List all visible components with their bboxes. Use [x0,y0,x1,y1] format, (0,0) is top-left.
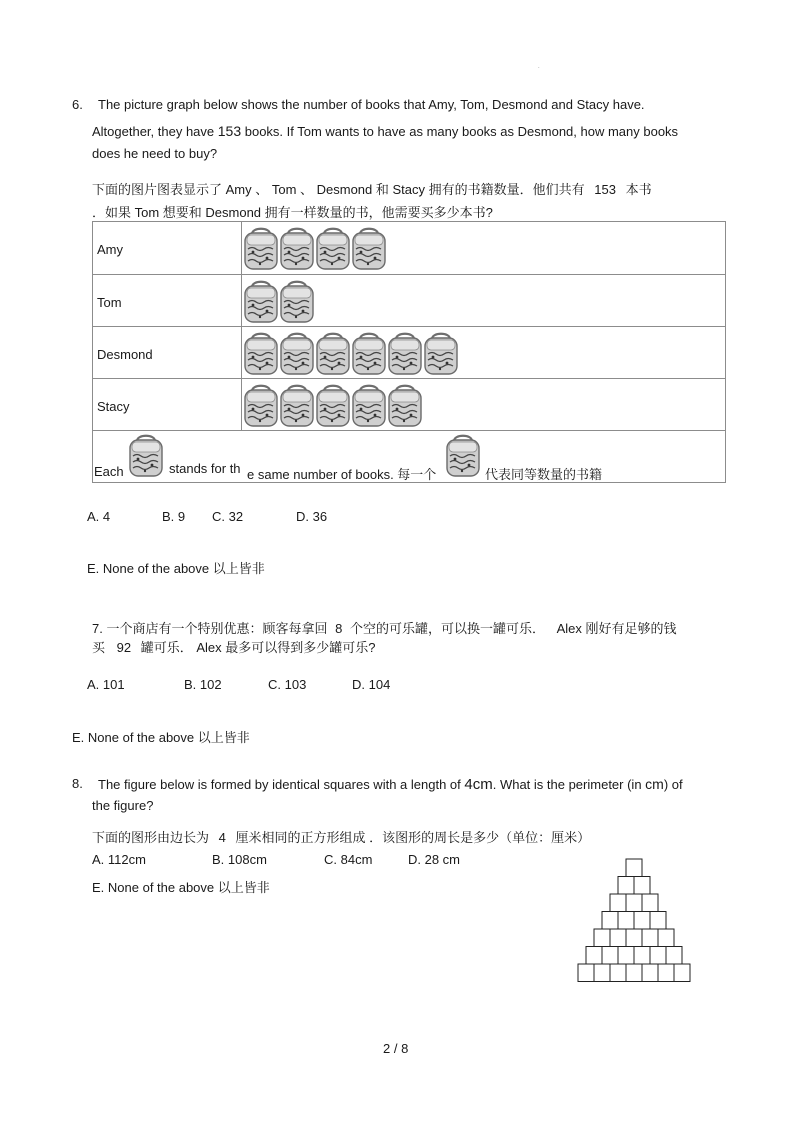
q6-zh-total: 153 [594,182,616,197]
staircase-square [618,912,634,930]
q6-line2 [92,123,678,139]
legend-rest: e same number of books. 每一个 [247,467,437,482]
q8-zh [92,827,590,846]
staircase-square [594,964,610,982]
q6-option-c[interactable]: C. 32 [212,509,244,524]
staircase-square [626,964,642,982]
q8-option-b[interactable]: B. 108cm [212,852,267,867]
book-bag-icon [279,382,315,428]
legend-each: Each [94,464,124,479]
book-bag-icon [387,330,423,376]
book-bag-icon [351,225,387,271]
q6-option-a[interactable]: A. 4 [87,509,111,524]
staircase-square [610,894,626,912]
staircase-square [650,912,666,930]
book-bag-icon [315,330,351,376]
q7-line1 [92,618,677,637]
graph-row-name: Amy [97,242,123,257]
staircase-square [626,859,642,877]
q7-line1a: 7. 一个商店有一个特别优惠：顾客每拿回 [92,621,328,636]
q8-option-a[interactable]: A. 112cm [92,852,146,867]
staircase-square [650,947,666,965]
book-bag-icon [315,225,351,271]
q8-line1c: ) of [663,777,683,792]
staircase-square [618,947,634,965]
q6-line3: does he need to buy? [92,146,218,161]
q6-number: 6. [72,97,83,112]
staircase-square [610,929,626,947]
picture-graph [92,221,726,483]
q8-option-e[interactable]: E. None of the above 以上皆非 [92,880,270,895]
q6-zh-line2: ．如果 Tom 想要和 Desmond 拥有一样数量的书，他需要买多少本书? [92,205,493,220]
q6-line2a: Altogether, they have [92,124,218,139]
q8-line2: the figure? [92,798,154,813]
staircase-square [634,877,650,895]
legend-zh: 代表同等数量的书籍 [485,467,603,482]
graph-divider [241,379,242,430]
q6-line2b: books. If Tom wants to have as many books as Desmond, how many books [241,124,679,139]
q8-unit: cm [645,776,664,792]
book-bag-icon [351,330,387,376]
staircase-square [626,894,642,912]
q7-option-c[interactable]: C. 103 [268,677,307,692]
graph-divider [241,222,242,274]
q7-option-d[interactable]: D. 104 [352,677,391,692]
staircase-square [618,877,634,895]
book-bag-icon [423,330,459,376]
graph-divider [241,327,242,378]
q7-line2 [92,637,375,656]
staircase-square [642,929,658,947]
q6-line1: The picture graph below shows the number of books that Amy, Tom, Desmond and Stacy have. [98,97,645,112]
q8-option-c[interactable]: C. 84cm [324,852,373,867]
q7-line2b: 罐可乐． Alex 最多可以得到多少罐可乐? [140,640,376,655]
staircase-square [602,912,618,930]
q6-zh-line1a: 下面的图片图表显示了 Amy 、 Tom 、 Desmond 和 Stacy 拥有的书籍数量．他们共有 [92,182,585,197]
q8-line1a: The figure below is formed by identical squares with a length of [98,777,465,792]
header-mark: . [538,64,540,70]
graph-legend [93,430,725,482]
book-bag-icon [243,225,279,271]
book-bag-icon [387,382,423,428]
staircase-square [658,964,674,982]
book-bag-icon [351,382,387,428]
legend-stands: stands for th [169,461,241,476]
graph-divider [241,275,242,326]
staircase-figure [576,857,700,983]
staircase-square [658,929,674,947]
q7-line1c: Alex 刚好有足够的钱 [556,621,677,636]
book-bag-icon [243,382,279,428]
q8-option-d[interactable]: D. 28 cm [408,852,461,867]
q8-zh-b: 厘米相同的正方形组成 ．该图形的周长是多少（单位：厘米） [235,830,591,845]
q6-option-d[interactable]: D. 36 [296,509,328,524]
book-bag-icon [279,278,315,324]
staircase-square [642,964,658,982]
book-bag-icon [279,225,315,271]
graph-row-stacy [93,379,725,431]
book-bag-icon [243,278,279,324]
legend-bag-icon [128,432,164,483]
book-bag-icon [315,382,351,428]
q8-line1b: . What is the perimeter (in [492,777,646,792]
staircase-square [610,964,626,982]
q7-option-b[interactable]: B. 102 [184,677,222,692]
q8-zh-num: 4 [218,830,226,845]
legend-bag-icon-2 [445,432,481,483]
q6-option-b[interactable]: B. 9 [162,509,186,524]
staircase-square [634,947,650,965]
q7-num92: 92 [116,640,132,655]
staircase-square [578,964,594,982]
q8-len: 4cm [464,776,493,793]
book-bag-icon [243,330,279,376]
page-number: 2 / 8 [383,1041,409,1056]
graph-row-name: Stacy [97,399,130,414]
staircase-square [674,964,690,982]
q8-number: 8. [72,776,83,791]
book-bag-icon [279,330,315,376]
q7-option-a[interactable]: A. 101 [87,677,125,692]
q7-num8: 8 [335,621,343,636]
graph-row-name: Tom [97,295,122,310]
q7-option-e[interactable]: E. None of the above 以上皆非 [72,730,250,745]
q8-line1 [98,776,683,793]
q6-zh-line1b: 本书 [625,182,652,197]
staircase-square [626,929,642,947]
staircase-square [634,912,650,930]
q6-zh-line1 [92,179,652,198]
graph-row-amy [93,222,725,275]
q8-zh-a: 下面的图形由边长为 [92,830,210,845]
graph-row-tom [93,275,725,327]
staircase-square [602,947,618,965]
graph-row-desmond [93,327,725,379]
staircase-square [642,894,658,912]
staircase-square [586,947,602,965]
q7-line1b: 个空的可乐罐，可以换一罐可乐． [349,621,545,636]
q6-total: 153 [217,123,242,139]
graph-row-name: Desmond [97,347,153,362]
staircase-square [666,947,682,965]
q7-line2a: 买 [92,640,106,655]
q6-option-e[interactable]: E. None of the above 以上皆非 [87,561,265,576]
staircase-square [594,929,610,947]
